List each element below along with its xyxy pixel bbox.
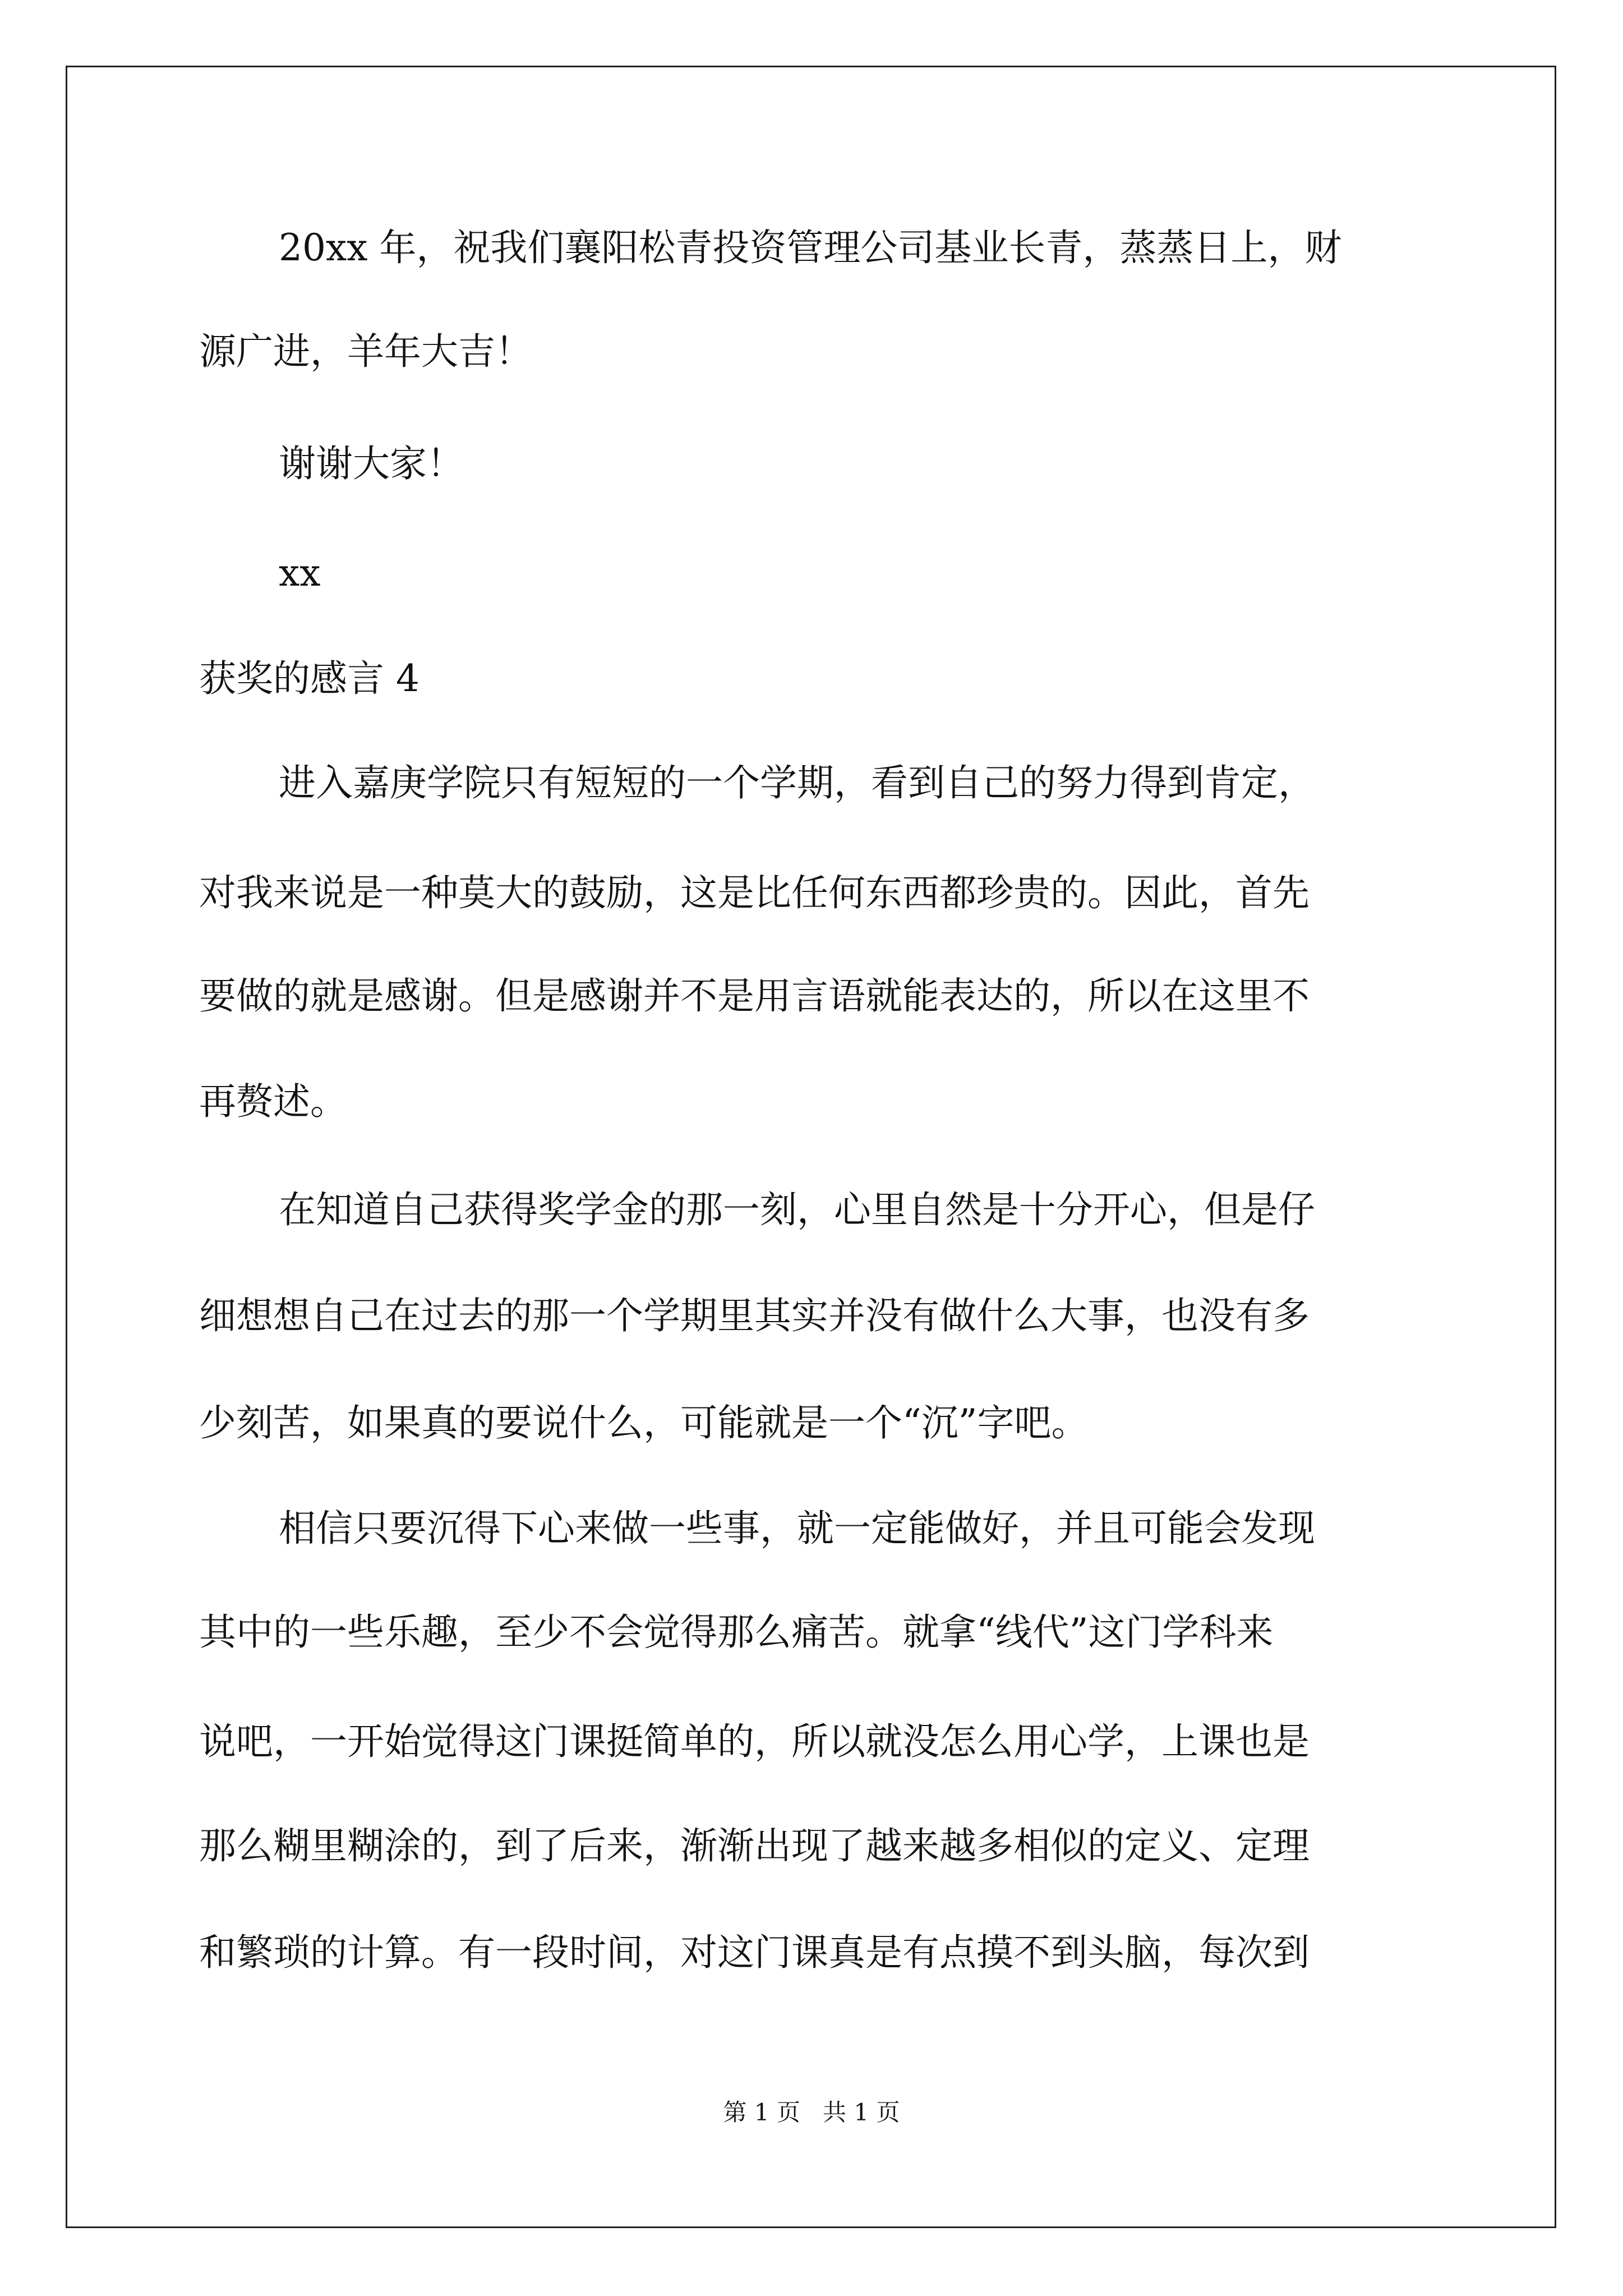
text-line: 在知道自己获得奖学金的那一刻，心里自然是十分开心，但是仔 [279,1188,1315,1231]
page-footer: 第 1 页 共 1 页 [723,2099,900,2126]
text-line: 细想想自己在过去的那一个学期里其实并没有做什么大事，也没有多 [199,1294,1310,1337]
text-line: 源广进，羊年大吉！ [199,330,532,373]
section-heading: 获奖的感言 4 [199,657,419,700]
page-border [66,66,1556,2228]
text-line: 对我来说是一种莫大的鼓励，这是比任何东西都珍贵的。因此，首先 [199,871,1310,914]
text-line: 再赘述。 [199,1080,347,1123]
text-line: 和繁琐的计算。有一段时间，对这门课真是有点摸不到头脑，每次到 [199,1931,1310,1974]
text-line: 相信只要沉得下心来做一些事，就一定能做好，并且可能会发现 [279,1507,1315,1550]
text-line: 进入嘉庚学院只有短短的一个学期，看到自己的努力得到肯定， [279,761,1315,804]
text-line: 20xx 年，祝我们襄阳松青投资管理公司基业长青，蒸蒸日上，财 [279,226,1342,269]
text-line: xx [279,551,321,595]
text-line: 要做的就是感谢。但是感谢并不是用言语就能表达的，所以在这里不 [199,974,1310,1018]
text-line: 其中的一些乐趣，至少不会觉得那么痛苦。就拿“线代”这门学科来 [199,1611,1274,1654]
text-line: 那么糊里糊涂的，到了后来，渐渐出现了越来越多相似的定义、定理 [199,1824,1310,1867]
text-line: 少刻苦，如果真的要说什么，可能就是一个“沉”字吧。 [199,1401,1089,1444]
text-line: 说吧，一开始觉得这门课挺简单的，所以就没怎么用心学，上课也是 [199,1720,1310,1763]
text-line: 谢谢大家！ [279,442,464,485]
